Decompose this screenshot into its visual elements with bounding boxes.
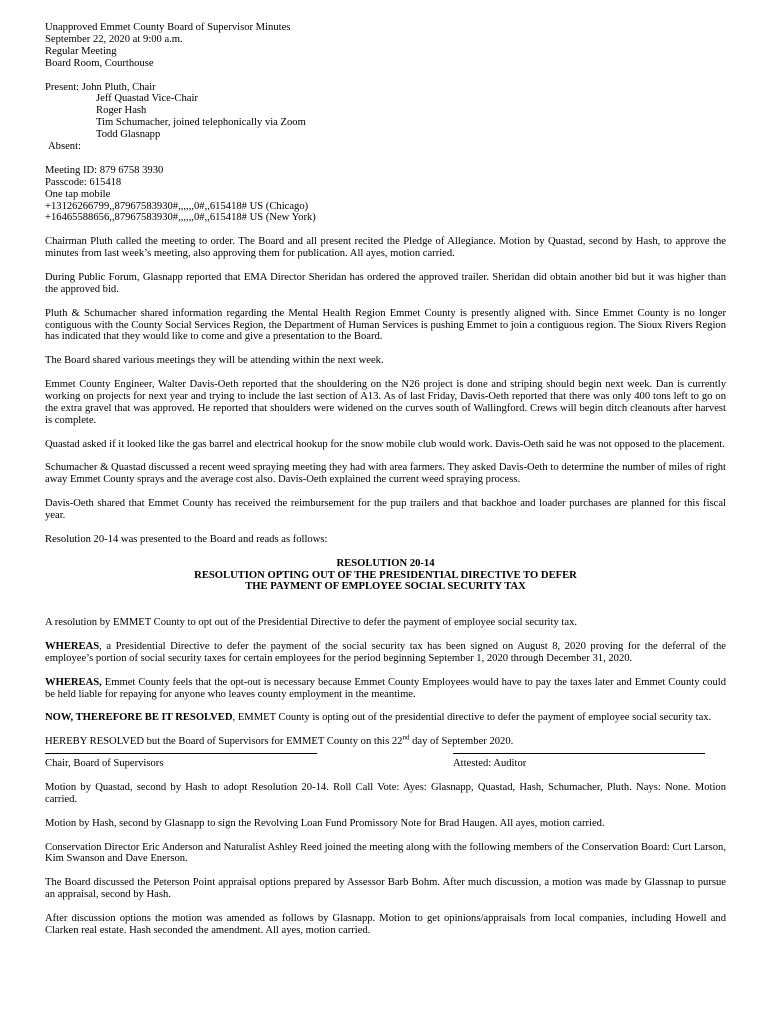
paragraph-conservation: Conservation Director Eric Anderson and Naturalist Ashley Reed joined the meeting along with the following members of the Conservation Board: Curt Larson, Kim Swanson and Dave Enerson. xyxy=(45,841,726,865)
signature-line-chair xyxy=(45,753,317,754)
resolution-whereas-1 xyxy=(45,641,726,665)
one-tap-label: One tap mobile xyxy=(45,188,111,200)
member-3: Roger Hash xyxy=(96,105,147,117)
resolution-whereas-2 xyxy=(45,677,726,701)
resolution-resolved xyxy=(45,712,726,724)
member-4: Tim Schumacher, joined telephonically via Zoom xyxy=(96,117,306,129)
resolved-label: NOW, THEREFORE BE IT RESOLVED xyxy=(45,712,233,724)
whereas-text-1: , a Presidential Directive to defer the payment of the social security tax has been signed on August 8, 2020 proving for the deferral of the employee’s portion of social security taxes for certain employees for the period beginning September 1, 2020 through December 31, 2020. xyxy=(45,640,726,664)
meeting-info-block xyxy=(45,165,726,225)
resolution-number: RESOLUTION 20-14 xyxy=(336,557,435,569)
resolved-text: , EMMET County is opting out of the presidential directive to defer the payment of employee social security tax. xyxy=(232,712,712,724)
resolution-hereby xyxy=(45,733,726,748)
resolution-title-block xyxy=(45,558,726,594)
signature-line-auditor xyxy=(453,753,705,754)
dial-new-york: +16465588656,,87967583930#,,,,,,0#,,615418# US (New York) xyxy=(45,212,316,224)
paragraph-gas-barrel: Quastad asked if it looked like the gas barrel and electrical hookup for the snow mobile club would work. Davis-Oeth said he was not opposed to the placement. xyxy=(45,438,725,450)
member-5: Todd Glasnapp xyxy=(96,129,161,141)
passcode: Passcode: 615418 xyxy=(45,176,122,188)
resolution-title-line-1: RESOLUTION OPTING OUT OF THE PRESIDENTIAL DIRECTIVE TO DEFER xyxy=(194,569,577,581)
signature-label-chair: Chair, Board of Supervisors xyxy=(45,758,164,770)
whereas-label-2: WHEREAS, xyxy=(45,676,102,688)
document-title: Unapproved Emmet County Board of Supervisor Minutes xyxy=(45,22,291,33)
paragraph-weed-spraying: Schumacher & Quastad discussed a recent weed spraying meeting they had with area farmers. They asked Davis-Oeth to determine the number of miles of right away Emmet County sprays and the average cost also. Davis-Oeth explained the current weed spraying process. xyxy=(45,462,726,486)
paragraph-call-to-order: Chairman Pluth called the meeting to order. The Board and all present recited the Pledge of Allegiance. Motion by Quastad, second by Hash, to approve the minutes from last week’s meeting, also approving them for publication. All ayes, motion carried. xyxy=(45,236,726,260)
dial-chicago: +13126266799,,87967583930#,,,,,,0#,,615418# US (Chicago) xyxy=(45,200,309,212)
hereby-date: day of September 2020. xyxy=(409,736,514,748)
member-1: John Pluth, Chair xyxy=(81,81,156,93)
present-line xyxy=(45,82,726,94)
paragraph-mental-health: Pluth & Schumacher shared information regarding the Mental Health Region Emmet County is presently aligned with. Since Emmet County is no longer contiguous with the County Social Services Region, the Department of Human Services is pushing Emmet to join a contiguous region. The Sioux Rivers Region has indicated that they would like to come and give a presentation to the Board. xyxy=(45,307,726,343)
present-label: Present: xyxy=(45,81,80,93)
hereby-ordinal: nd xyxy=(402,733,410,742)
meeting-id: Meeting ID: 879 6758 3930 xyxy=(45,164,164,176)
paragraph-public-forum: During Public Forum, Glasnapp reported that EMA Director Sheridan has ordered the approved trailer. Sheridan did obtain another bid but it was higher than the approved bid. xyxy=(45,271,726,295)
member-2: Jeff Quastad Vice-Chair xyxy=(96,93,198,105)
paragraph-reimbursement: Davis-Oeth shared that Emmet County has received the reimbursement for the pup trailers and that backhoe and loader purchases are planned for this fiscal year. xyxy=(45,498,726,521)
paragraph-appraisal: The Board discussed the Peterson Point appraisal options prepared by Assessor Barb Bohm. After much discussion, a motion was made by Glassnap to pursue an appraisal, second by Hash. xyxy=(45,877,726,901)
paragraph-amendment: After discussion options the motion was amended as follows by Glasnapp. Motion to get opinions/appraisals from local companies, including Howell and Clarken real estate. Hash seconded the amendment. All ayes, motion carried. xyxy=(45,912,726,936)
paragraph-resolution-intro: Resolution 20-14 was presented to the Board and reads as follows: xyxy=(45,533,328,545)
whereas-text-2: Emmet County feels that the opt-out is necessary because Emmet County Employees would have to pay the taxes later and Emmet County could be held liable for repaying for anyone who leaves county employment in the meantime. xyxy=(45,676,726,700)
meeting-type: Regular Meeting xyxy=(45,45,117,57)
paragraph-roll-call: Motion by Quastad, second by Hash to adopt Resolution 20-14. Roll Call Vote: Ayes: Glasnapp, Quastad, Hash, Schumacher, Pluth. Nays: None. Motion carried. xyxy=(45,782,726,805)
paragraph-engineer-report: Emmet County Engineer, Walter Davis-Oeth reported that the shouldering on the N26 project is done and striping should begin next week. Dan is currently working on projects for next year and trying to include the last section of A13. As of last Friday, Davis-Oeth reported that there was only 400 tons left to go on the extra gravel that was approved. He reported that shoulders were widened on the curves south of Wallingford. Crews will begin ditch cleanouts after harvest is complete. xyxy=(45,379,726,426)
paragraph-meetings: The Board shared various meetings they will be attending within the next week. xyxy=(45,355,384,367)
attendance-block xyxy=(45,82,726,153)
resolution-title-line-2: THE PAYMENT OF EMPLOYEE SOCIAL SECURITY TAX xyxy=(245,581,526,593)
whereas-label-1: WHEREAS xyxy=(45,640,100,652)
resolution-preamble: A resolution by EMMET County to opt out of the Presidential Directive to defer the payment of employee social security tax. xyxy=(45,617,578,629)
absent-label: Absent: xyxy=(48,141,81,153)
header-block xyxy=(45,22,726,70)
meeting-location: Board Room, Courthouse xyxy=(45,57,154,69)
signature-label-auditor: Attested: Auditor xyxy=(453,758,527,770)
signature-row xyxy=(45,748,726,772)
paragraph-loan-note: Motion by Hash, second by Glasnapp to sign the Revolving Loan Fund Promissory Note for Brad Haugen. All ayes, motion carried. xyxy=(45,817,605,829)
meeting-date: September 22, 2020 at 9:00 a.m. xyxy=(45,33,183,45)
hereby-text: HEREBY RESOLVED but the Board of Supervisors for EMMET County on this 22 xyxy=(45,736,403,748)
